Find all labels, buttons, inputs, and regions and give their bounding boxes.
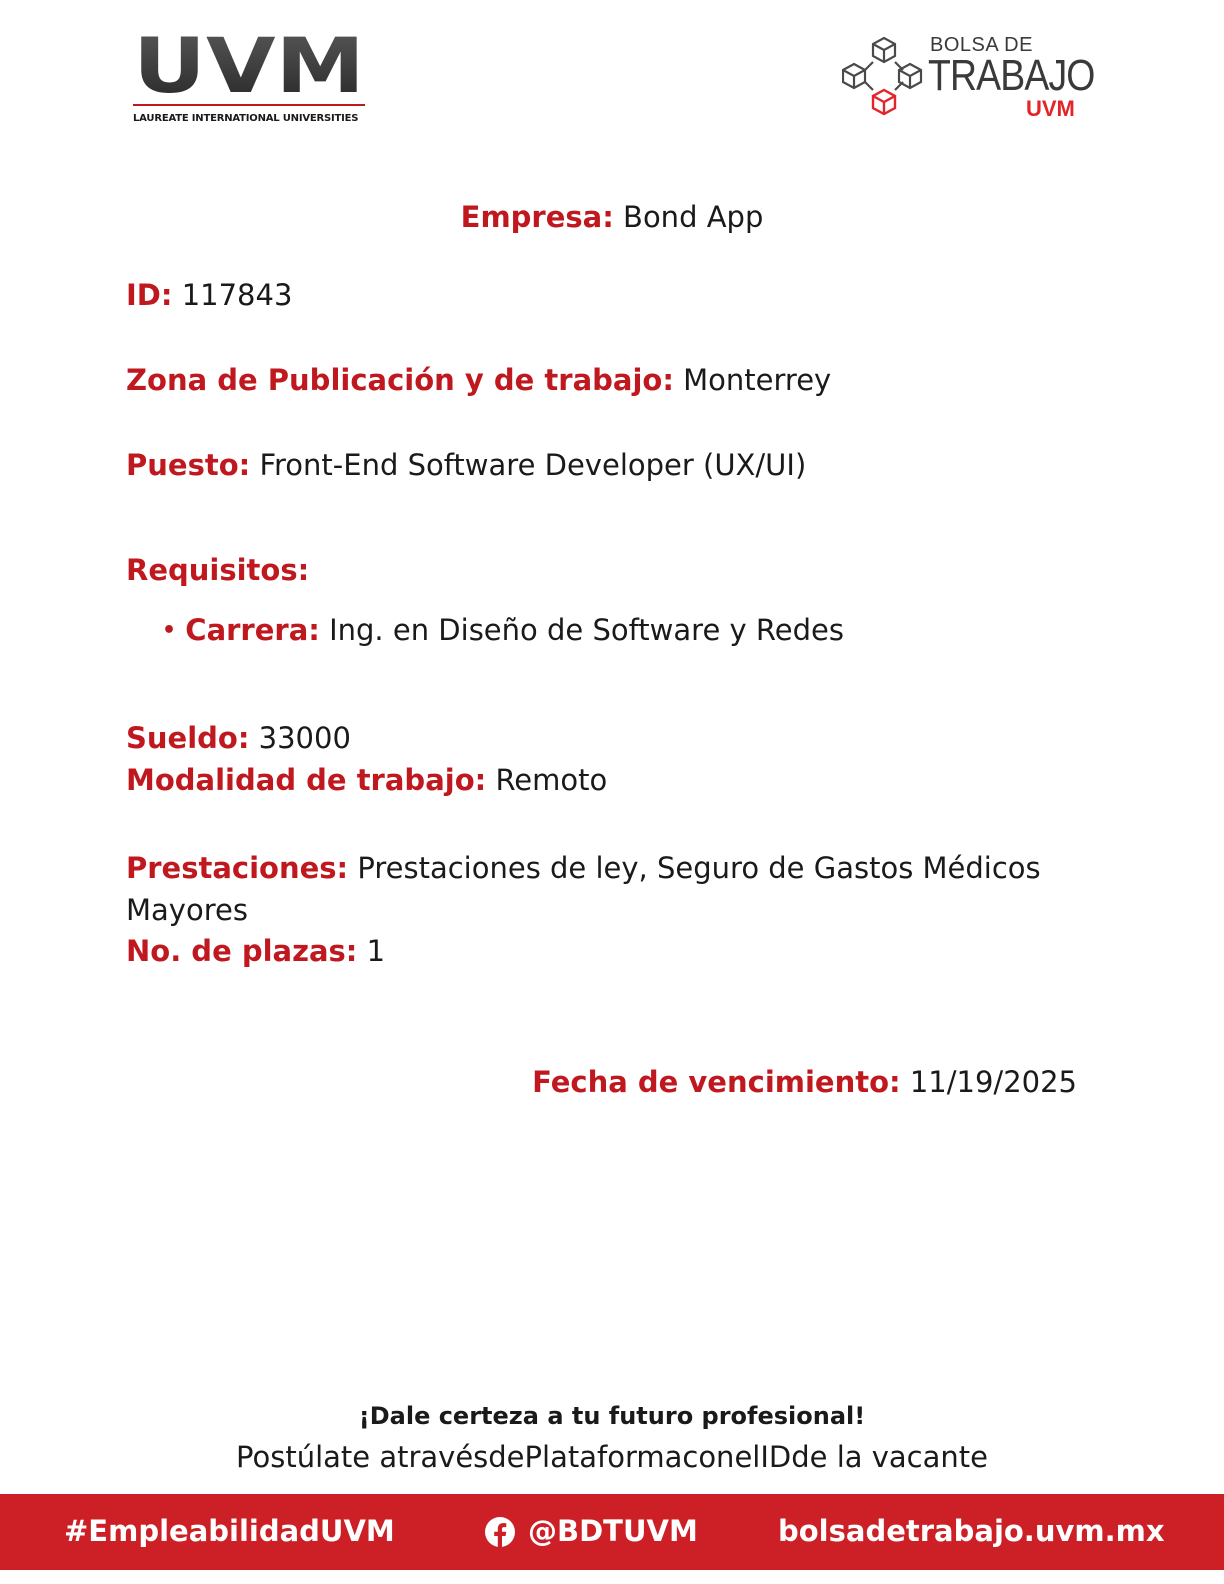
zona-row xyxy=(126,359,831,401)
carrera-label: Carrera: xyxy=(185,613,320,647)
id-value: 117843 xyxy=(181,278,293,312)
id-row xyxy=(126,274,292,316)
zona-label: Zona de Publicación y de trabajo: xyxy=(126,363,674,397)
modalidad-row xyxy=(126,759,607,801)
uvm-wordmark-text: UVM xyxy=(133,34,365,96)
vencimiento-value: 11/19/2025 xyxy=(909,1065,1077,1099)
empresa-label: Empresa: xyxy=(460,200,614,234)
footer-handle: @BDTUVM xyxy=(528,1514,698,1548)
prestaciones-value: Prestaciones de ley, Seguro de Gastos Médicos xyxy=(357,851,1041,885)
uvm-logo-rule xyxy=(133,104,365,106)
slogan: ¡Dale certeza a tu futuro profesional! xyxy=(358,1402,866,1430)
modalidad-label: Modalidad de trabajo: xyxy=(126,763,487,797)
cubes-network-icon xyxy=(842,34,926,118)
plazas-label: No. de plazas: xyxy=(126,934,358,968)
list-item xyxy=(162,609,844,652)
footer-bar xyxy=(0,1494,1224,1570)
bullet-icon: • xyxy=(162,618,177,643)
puesto-value: Front-End Software Developer (UX/UI) xyxy=(259,448,807,482)
bolsa-logo-line2: TRABAJO xyxy=(928,51,1095,100)
prestaciones-label: Prestaciones: xyxy=(126,851,349,885)
vencimiento-label: Fecha de vencimiento: xyxy=(532,1065,901,1099)
empresa-value: Bond App xyxy=(623,200,764,234)
sueldo-label: Sueldo: xyxy=(126,721,250,755)
puesto-label: Puesto: xyxy=(126,448,251,482)
id-label: ID: xyxy=(126,278,173,312)
vencimiento-row xyxy=(532,1061,1077,1103)
uvm-wordmark xyxy=(133,34,365,96)
requisitos-heading xyxy=(126,549,309,591)
bolsa-de-trabajo-logo xyxy=(842,34,1102,124)
prestaciones-value-continued: Mayores xyxy=(126,893,248,927)
plazas-value: 1 xyxy=(366,934,386,968)
uvm-logo xyxy=(133,34,365,130)
apply-note: Postúlate atravésdePlataformaconelIDde la vacante xyxy=(236,1440,988,1474)
bolsa-logo-line1: BOLSA DE xyxy=(930,34,1033,56)
empresa-row xyxy=(0,196,1224,238)
zona-value: Monterrey xyxy=(683,363,832,397)
footer-site: bolsadetrabajo.uvm.mx xyxy=(778,1514,1165,1548)
prestaciones-row xyxy=(126,847,1041,889)
plazas-row xyxy=(126,930,385,972)
puesto-row xyxy=(126,444,806,486)
bolsa-logo-line3: UVM xyxy=(1026,96,1075,121)
sueldo-value: 33000 xyxy=(258,721,351,755)
modalidad-value: Remoto xyxy=(495,763,608,797)
carrera-value: Ing. en Diseño de Software y Redes xyxy=(329,613,844,647)
requisitos-label: Requisitos: xyxy=(126,553,310,587)
sueldo-row xyxy=(126,717,351,759)
facebook-icon xyxy=(484,1516,516,1548)
footer-hashtag: #EmpleabilidadUVM xyxy=(64,1514,395,1548)
prestaciones-row-continued xyxy=(126,889,248,931)
uvm-tagline: LAUREATE INTERNATIONAL UNIVERSITIES xyxy=(133,113,359,124)
